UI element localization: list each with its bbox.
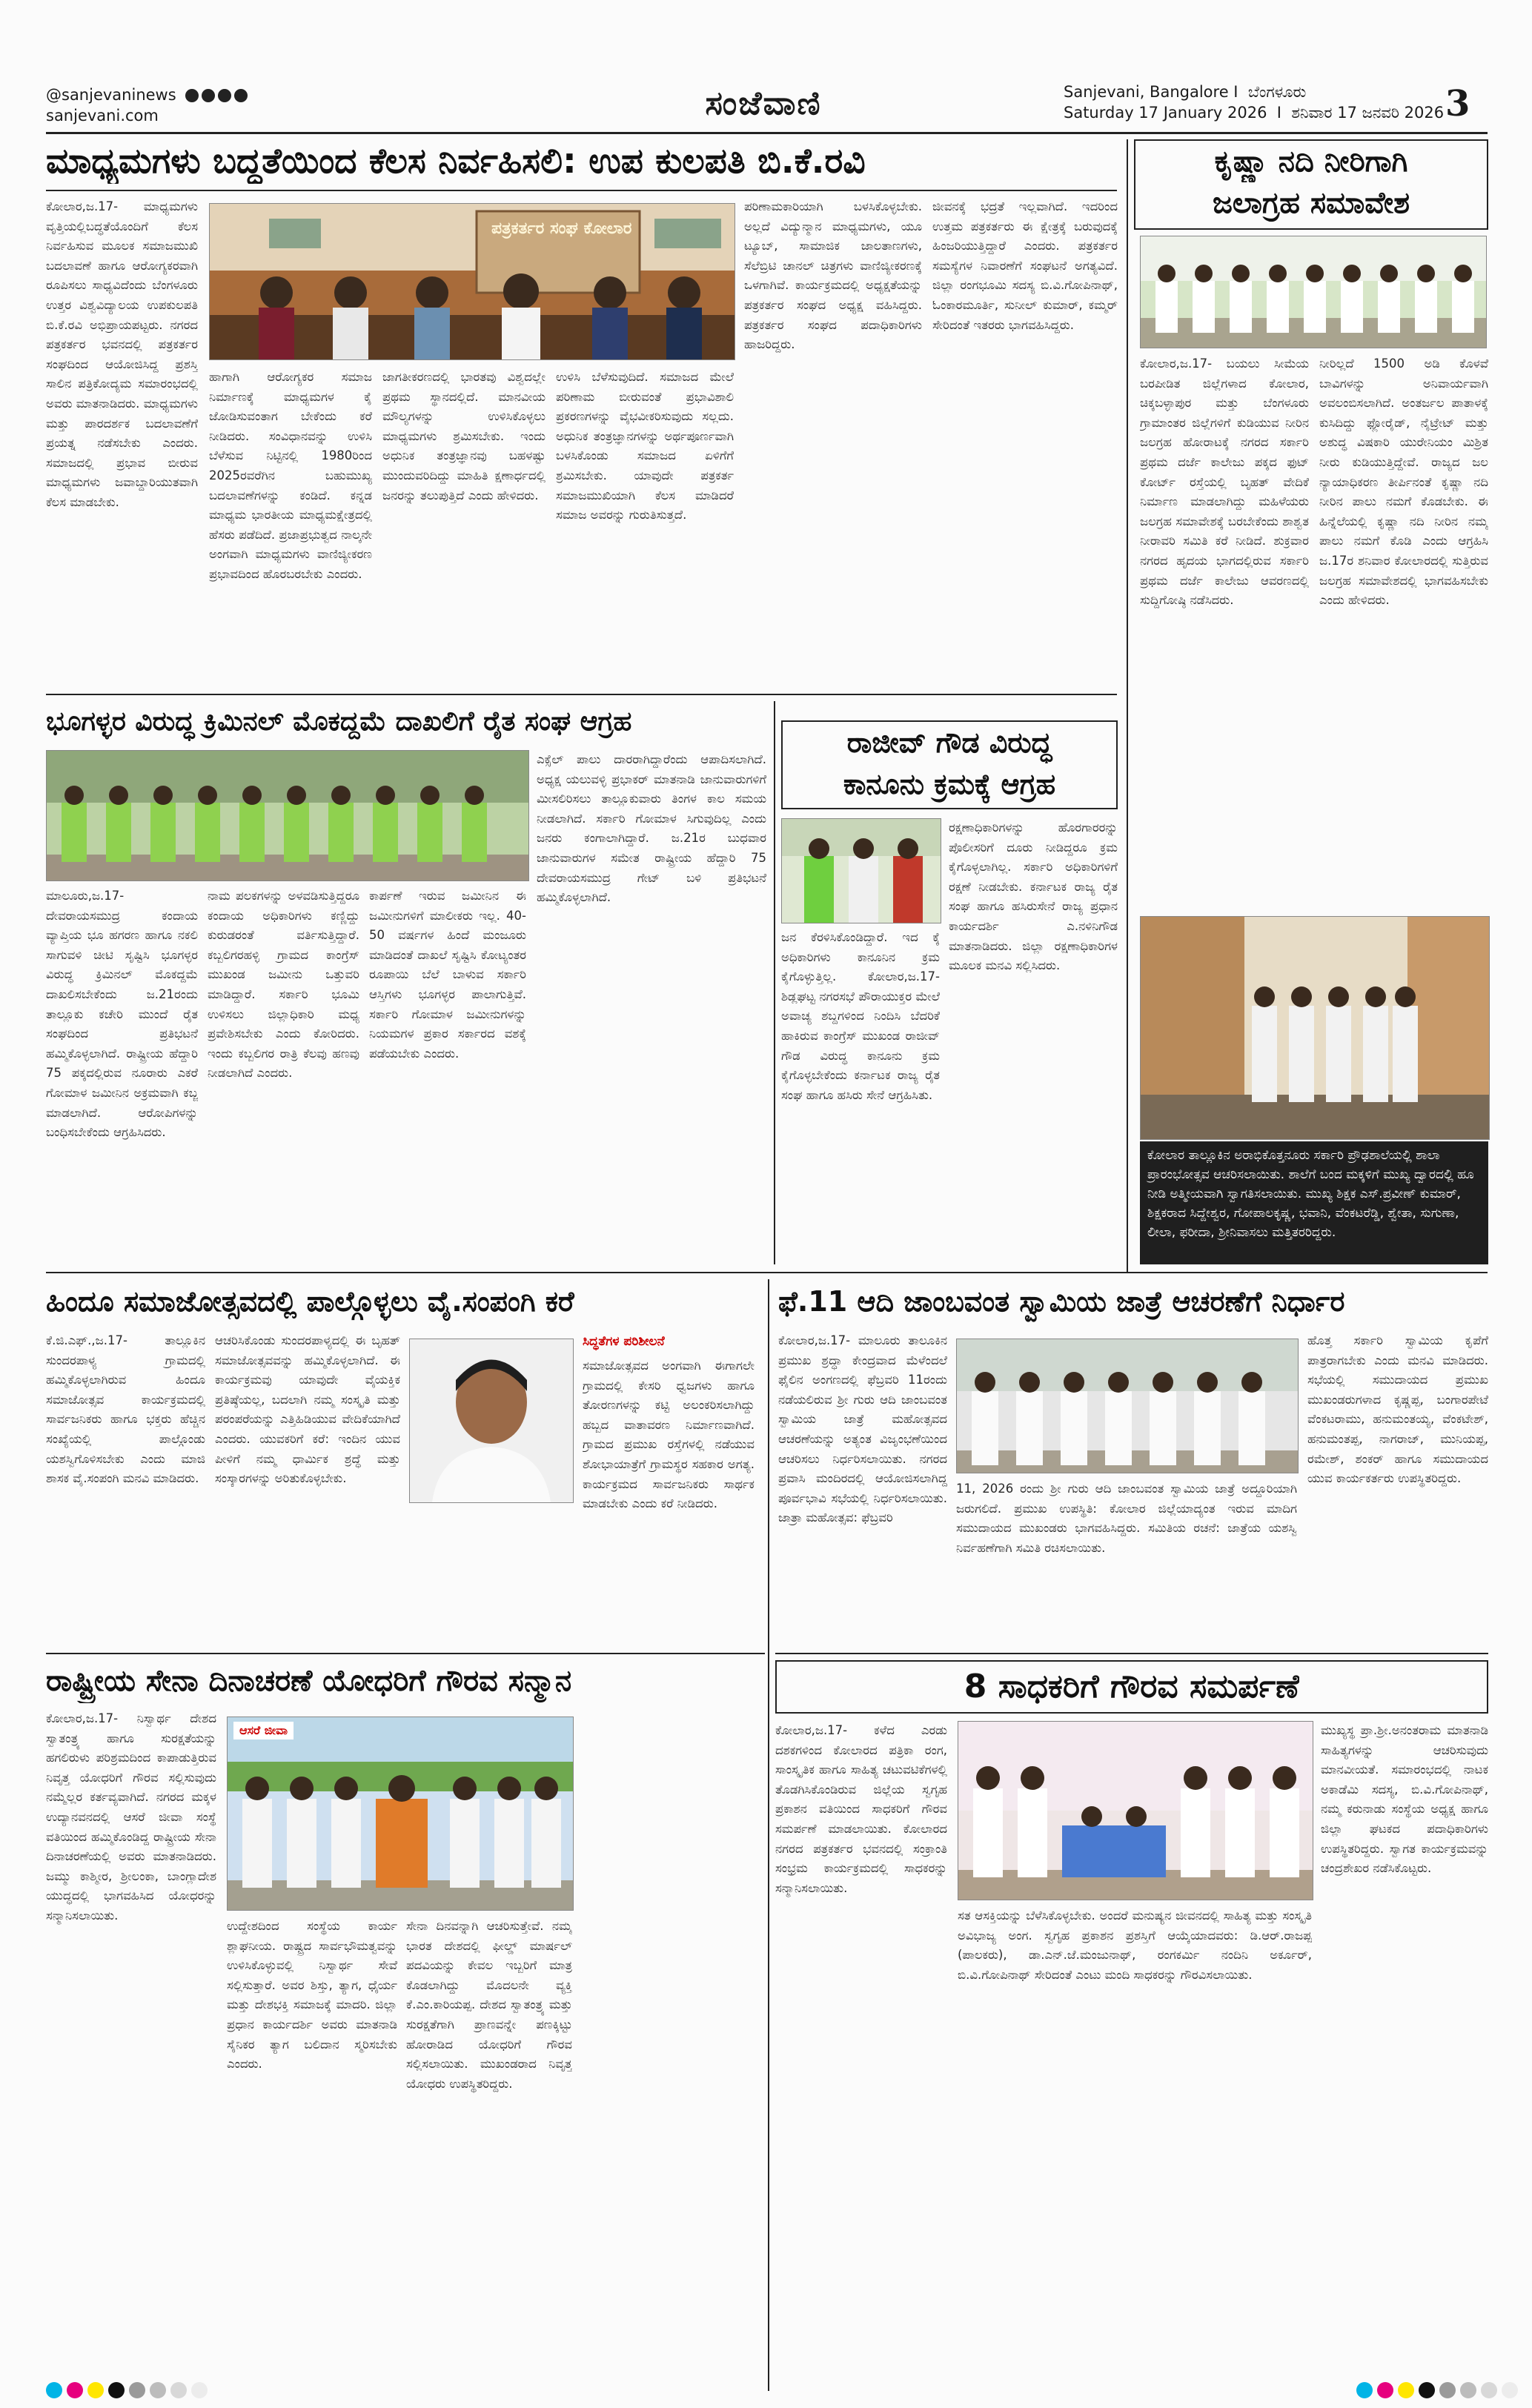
article-9-photo-art <box>958 1722 1313 1900</box>
article-6-col3: ಸಮಾಜೋತ್ಸವದ ಅಂಗವಾಗಿ ಈಗಾಗಲೇ ಗ್ರಾಮದಲ್ಲಿ ಕೇಸರಿ ಧ್ವಜಗಳು ಹಾಗೂ ತೋರಣಗಳನ್ನು ಕಟ್ಟಿ ಅಲಂಕರಿಸಲಾಗಿದ್ದು ಹಬ್ಬದ ವಾತಾವರಣ ನಿರ್ಮಾಣವಾಗಿದೆ. ಗ್ರಾಮದ ಪ್ರಮುಖ ರಸ್ತೆಗಳಲ್ಲಿ ನಡೆಯುವ ಶೋಭಾಯಾತ್ರೆಗೆ ಗ್ರಾಮಸ್ಥರ ಸಹಕಾರ ಅಗತ್ಯ. ಕಾರ್ಯಕ್ರಮದ ಸಾರ್ವಜನಿಕರು ಸಾರ್ಥಕ ಮಾಡಬೇಕು ಎಂದು ಕರೆ ನೀಡಿದರು. <box>583 1359 755 1511</box>
article-1-col5: ಪರಿಣಾಮಕಾರಿಯಾಗಿ ಬಳಸಿಕೊಳ್ಳಬೇಕು. ಅಲ್ಲದೆ ವಿದ್ಯುನ್ಮಾನ ಮಾಧ್ಯಮಗಳು, ಯೂ ಟ್ಯೂಬ್, ಸಾಮಾಜಿಕ ಜಾಲತಾಣಗಳು, ಸೆಲೆಬ್ರಿಟಿ ಚಾನಲ್ ಚಿತ್ರಗಳು ವಾಣಿಜ್ಯೀಕರಣಕ್ಕೆ ಒಳಗಾಗಿವೆ. ಕಾರ್ಯಕ್ರಮದಲ್ಲಿ ಅಧ್ಯಕ್ಷತೆಯನ್ನು ಪತ್ರಕರ್ತರ ಸಂಘದ ಅಧ್ಯಕ್ಷ ವಹಿಸಿದ್ದರು. ಪತ್ರಕರ್ತರ ಸಂಘದ ಪದಾಧಿಕಾರಿಗಳು ಹಾಜರಿದ್ದರು. <box>744 199 922 352</box>
social-handle: @sanjevaninews <box>46 86 176 104</box>
article-2-headline-line1: ಕೃಷ್ಣಾ ನದಿ ನೀರಿಗಾಗಿ <box>1214 145 1408 179</box>
article-3-headline: ಭೂಗಳ್ಳರ ವಿರುದ್ಧ ಕ್ರಿಮಿನಲ್ ಮೊಕದ್ದಮೆ ದಾಖಲಿಗೆ ರೈತ ಸಂಘ ಆಗ್ರಹ <box>46 706 632 737</box>
article-2-headline-box <box>1134 139 1488 230</box>
edition: Sanjevani, Bangalore I <box>1064 83 1238 101</box>
article-4-headline-box <box>781 720 1118 809</box>
article-4-photo-art <box>782 819 941 923</box>
article-8-col3-cont <box>583 1709 760 2384</box>
article-3-photo-art <box>47 751 528 880</box>
swatch-yellow <box>1398 2382 1414 2398</box>
article-2-photo <box>1140 236 1487 348</box>
article-8-headline: ರಾಷ್ಟ್ರೀಯ ಸೇನಾ ದಿನಾಚರಣೆ ಯೋಧರಿಗೆ ಗೌರವ ಸನ್ಮಾನ <box>46 1664 572 1698</box>
article-1-col3: ಜಾಗತೀಕರಣದಲ್ಲಿ ಭಾರತವು ವಿಶ್ವದಲ್ಲೇ ಪ್ರಥಮ ಸ್ಥಾನದಲ್ಲಿದೆ. ಮಾನವೀಯ ಮೌಲ್ಯಗಳನ್ನು ಉಳಿಸಿಕೊಳ್ಳಲು ಮಾಧ್ಯಮಗಳು ಶ್ರಮಿಸಬೇಕು. ಇಂದು ಅಧುನಿಕ ತಂತ್ರಜ್ಞಾನವು ಬಹಳಷ್ಟು ಮುಂದುವರಿದಿದ್ದು ಮಾಹಿತಿ ಕ್ಷಣಾರ್ಧದಲ್ಲಿ ಜನರನ್ನು ತಲುಪುತ್ತಿದೆ ಎಂದು ಹೇಳಿದರು. <box>382 370 546 503</box>
swatch-cyan <box>1356 2382 1373 2398</box>
twitter-icon <box>202 89 215 102</box>
article-6-headline: ಹಿಂದೂ ಸಮಾಜೋತ್ಸವದಲ್ಲಿ ಪಾಲ್ಗೊಳ್ಳಲು ವೈ.ಸಂಪಂಗಿ ಕರೆ <box>46 1285 574 1318</box>
article-3-col3: ಕಾರ್ಪಣೆ ಇರುವ ಜಮೀನಿನ ಈ ಜಮೀನುಗಳಿಗೆ ಮಾಲೀಕರು ಇಲ್ಲ. 40-50 ವರ್ಷಗಳ ಹಿಂದೆ ಮಂಜೂರು ಮಾಡಿದಂತೆ ದಾಖಲೆ ಸೃಷ್ಟಿಸಿ ಕೋಟ್ಯಂತರ ರೂಪಾಯಿ ಬೆಲೆ ಬಾಳುವ ಸರ್ಕಾರಿ ಆಸ್ತಿಗಳು ಭೂಗಳ್ಳರ ಪಾಲಾಗುತ್ತಿವೆ. ಸರ್ಕಾರಿ ಗೋಮಾಳ ಜಮೀನುಗಳನ್ನು ನಿಯಮಗಳ ಪ್ರಕಾರ ಸರ್ಕಾರದ ವಶಕ್ಕೆ ಪಡೆಯಬೇಕು ಎಂದರು. <box>369 889 526 1061</box>
article-4-col2: ರಕ್ಷಣಾಧಿಕಾರಿಗಳನ್ನು ಹೊರಗಾರರನ್ನು ಪೊಲೀಸರಿಗೆ ದೂರು ನೀಡಿದ್ದರೂ ಕ್ರಮ ಕೈಗೊಳ್ಳಲಾಗಿಲ್ಲ. ಸರ್ಕಾರಿ ಅಧಿಕಾರಿಗಳಿಗೆ ರಕ್ಷಣೆ ನೀಡಬೇಕು. ಕರ್ನಾಟಕ ರಾಜ್ಯ ರೈತ ಸಂಘ ಹಾಗೂ ಹಸಿರುಸೇನೆ ರಾಜ್ಯ ಪ್ರಧಾನ ಕಾರ್ಯದರ್ಶಿ ಎ.ನಳಿನಿಗೌಡ ಮಾತನಾಡಿದರು. ಜಿಲ್ಲಾ ರಕ್ಷಣಾಧಿಕಾರಿಗಳ ಮೂಲಕ ಮನವಿ ಸಲ್ಲಿಸಿದರು. <box>949 820 1118 973</box>
masthead-right: Sanjevani, Bangalore I ಬೆಂಗಳೂರು Saturday 17 January 2026 I ಶನಿವಾರ 17 ಜನವರಿ 2026 <box>1064 83 1445 122</box>
date-kn: ಶನಿವಾರ 17 ಜನವರಿ 2026 <box>1291 104 1445 122</box>
article-9-col1: ಕೋಲಾರ,ಜ.17- ಕಳೆದ ಎರಡು ದಶಕಗಳಿಂದ ಕೋಲಾರದ ಪತ್ರಿಕಾ ರಂಗ, ಸಾಂಸ್ಕೃತಿಕ ಹಾಗೂ ಸಾಹಿತ್ಯ ಚಟುವಟಿಕೆಗಳಲ್ಲಿ ತೊಡಗಿಸಿಕೊಂಡಿರುವ ಜಿಲ್ಲೆಯ ಸ್ವಗೃಹ ಪ್ರಕಾಶನ ವತಿಯಿಂದ ಸಾಧಕರಿಗೆ ಗೌರವ ಸಮರ್ಪಣೆ ಮಾಡಲಾಯಿತು. ಕೋಲಾರದ ನಗರದ ಪತ್ರಕರ್ತರ ಭವನದಲ್ಲಿ ಸಂಕ್ರಾಂತಿ ಸಂಭ್ರಮ ಕಾರ್ಯಕ್ರಮದಲ್ಲಿ ಸಾಧಕರನ್ನು ಸನ್ಮಾನಿಸಲಾಯಿತು. <box>775 1723 947 1895</box>
article-6-portrait-art <box>410 1339 573 1502</box>
facebook-icon <box>185 89 199 102</box>
article-9-headline: 8 ಸಾಧಕರಿಗೆ ಗೌರವ ಸಮರ್ಪಣೆ <box>964 1668 1300 1705</box>
swatch-grey-3 <box>170 2382 187 2398</box>
article-1-col6: ಜೀವನಕ್ಕೆ ಭದ್ರತೆ ಇಲ್ಲವಾಗಿದೆ. ಇದರಿಂದ ಉತ್ತಮ ಪತ್ರಕರ್ತರು ಈ ಕ್ಷೇತ್ರಕ್ಕೆ ಬರುವುದಕ್ಕೆ ಹಿಂಜರಿಯುತ್ತಿದ್ದಾರೆ ಎಂದರು. ಪತ್ರಕರ್ತರ ಸಮಸ್ಯೆಗಳ ನಿವಾರಣೆಗೆ ಸಂಘಟನೆ ಅಗತ್ಯವಿದೆ. ಜಿಲ್ಲಾ ರಂಗಭೂಮಿ ಸದಸ್ಯ ಬಿ.ವಿ.ಗೋಪಿನಾಥ್, ಓಂಕಾರಮೂರ್ತಿ, ಸುನೀಲ್ ಕುಮಾರ್, ಕಮ್ಮರ್ ಸೇರಿದಂತೆ ಇತರರು ಭಾಗವಹಿಸಿದ್ದರು. <box>932 199 1118 332</box>
swatch-magenta <box>67 2382 83 2398</box>
article-7-photo <box>956 1339 1299 1473</box>
date-en: Saturday 17 January 2026 <box>1064 104 1267 122</box>
city: ಬೆಂಗಳೂರು <box>1247 83 1307 101</box>
article-5-caption: ಕೋಲಾರ ತಾಲ್ಲೂಕಿನ ಅರಾಭಿಕೊತ್ತನೂರು ಸರ್ಕಾರಿ ಪ್ರೌಢಶಾಲೆಯಲ್ಲಿ ಶಾಲಾ ಪ್ರಾರಂಭೋತ್ಸವ ಆಚರಿಸಲಾಯಿತು. ಶಾಲೆಗೆ ಬಂದ ಮಕ್ಕಳಿಗೆ ಮುಖ್ಯ ದ್ವಾರದಲ್ಲಿ ಹೂ ನೀಡಿ ಅತ್ಮೀಯವಾಗಿ ಸ್ವಾಗತಿಸಲಾಯಿತು. ಮುಖ್ಯ ಶಿಕ್ಷಕ ಎಸ್.ಪ್ರವೀಣ್ ಕುಮಾರ್, ಶಿಕ್ಷಕರಾದ ಸಿದ್ದೇಶ್ವರ, ಗೋಪಾಲಕೃಷ್ಣ, ಭವಾನಿ, ವೆಂಕಟರೆಡ್ಡಿ, ಶ್ವೇತಾ, ಸುಗುಣಾ, ಲೀಲಾ, ಫರೀದಾ, ಶ್ರೀನಿವಾಸಲು ಮತ್ತಿತರರಿದ್ದರು. <box>1140 1141 1488 1264</box>
swatch-grey-4 <box>191 2382 208 2398</box>
swatch-magenta <box>1377 2382 1393 2398</box>
column-divider-2 <box>774 701 775 1264</box>
article-1-col1: ಕೋಲಾರ,ಜ.17- ಮಾಧ್ಯಮಗಳು ವೃತ್ತಿಯಲ್ಲಿಬದ್ಧತೆಯೊಂದಿಗೆ ಕೆಲಸ ನಿರ್ವಹಿಸುವ ಮೂಲಕ ಸಮಾಜಮುಖಿ ಬದಲಾವಣೆ ಹಾಗೂ ಆರೋಗ್ಯಕರವಾಗಿ ರೂಪಿಸಲು ಸಾಧ್ಯವಿದೆಂದು ಬೆಂಗಳೂರು ಉತ್ತರ ವಿಶ್ವವಿದ್ಯಾಲಯ ಉಪಕುಲಪತಿ ಬಿ.ಕೆ.ರವಿ ಅಭಿಪ್ರಾಯಪಟ್ಟರು. ನಗರದ ಪತ್ರಕರ್ತರ ಭವನದಲ್ಲಿ ಪತ್ರಕರ್ತರ ಸಂಘದಿಂದ ಆಯೋಜಿಸಿದ್ದ ಪ್ರಶಸ್ತಿ ಸಾಲಿನ ಪತ್ರಿಕೋದ್ಯಮ ಸಮಾರಂಭದಲ್ಲಿ ಅವರು ಮಾತನಾಡಿದರು. ಮಾಧ್ಯಮಗಳು ಮತ್ತು ಪಾರದರ್ಶಕ ಬದಲಾವಣೆಗೆ ಪ್ರಯತ್ನ ನಡೆಸಬೇಕು ಎಂದರು. ಸಮಾಜದಲ್ಲಿ ಪ್ರಭಾವ ಬೀರುವ ಮಾಧ್ಯಮಗಳು ಜವಾಬ್ದಾರಿಯುತವಾಗಿ ಕೆಲಸ ಮಾಡಬೇಕು. <box>46 199 198 509</box>
swatch-grey-2 <box>150 2382 166 2398</box>
swatch-grey-4 <box>1502 2382 1518 2398</box>
article-8-photo-banner: ಆಸರೆ ಜೀವಾ <box>233 1722 294 1739</box>
article-1-photo-banner: ಪತ್ರಕರ್ತರ ಸಂಘ ಕೋಲಾರ <box>491 219 632 238</box>
article-7-headline: ಫೆ.11 ಆದಿ ಜಾಂಬವಂತ ಸ್ವಾಮಿಯ ಜಾತ್ರೆ ಆಚರಣೆಗೆ ನಿರ್ಧಾರ <box>778 1285 1345 1318</box>
article-1-headline: ಮಾಧ್ಯಮಗಳು ಬದ್ಧತೆಯಿಂದ ಕೆಲಸ ನಿರ್ವಹಿಸಲಿ: ಉಪ ಕುಲಪತಿ ಬಿ.ಕೆ.ರವಿ <box>46 141 866 182</box>
article-9-rule <box>775 1653 1488 1654</box>
article-1-col4: ಉಳಿಸಿ ಬೆಳೆಸುವುದಿದೆ. ಸಮಾಜದ ಮೇಲೆ ಪರಿಣಾಮ ಬೀರುವಂತೆ ಪ್ರಭಾವಿಶಾಲಿ ಪ್ರಕರಣಗಳನ್ನು ವೈಭವೀಕರಿಸುವುದು ಸಲ್ಲದು. ಅಧುನಿಕ ತಂತ್ರಜ್ಞಾನಗಳನ್ನು ಅರ್ಥಪೂರ್ಣವಾಗಿ ಬಳಸಿಕೊಂಡು ಸಮಾಜದ ಏಳಿಗೆಗೆ ಶ್ರಮಿಸಬೇಕು. ಯಾವುದೇ ಪತ್ರಕರ್ತ ಸಮಾಜಮುಖಿಯಾಗಿ ಕೆಲಸ ಮಾಡಿದರೆ ಸಮಾಜ ಅವರನ್ನು ಗುರುತಿಸುತ್ತದೆ. <box>556 370 734 523</box>
swatch-cyan <box>46 2382 62 2398</box>
page-number: 3 <box>1445 83 1470 125</box>
article-5-photo-art <box>1141 917 1489 1139</box>
article-4-headline-line2: ಕಾನೂನು ಕ್ರಮಕ್ಕೆ ಆಗ್ರಹ <box>843 768 1056 800</box>
article-1-col2: ಹಾಗಾಗಿ ಆರೋಗ್ಯಕರ ಸಮಾಜ ನಿರ್ಮಾಣಕ್ಕೆ ಮಾಧ್ಯಮಗಳ ಕೈ ಜೋಡಿಸುವಂತಾಗ ಬೇಕೆಂದು ಕರೆ ನೀಡಿದರು. ಸಂವಿಧಾನವನ್ನು ಉಳಿಸಿ ಬೆಳೆಸುವ ನಿಟ್ಟಿನಲ್ಲಿ 1980ರಿಂದ 2025ರವರೆಗಿನ ಬಹುಮುಖ್ಯ ಬದಲಾವಣೆಗಳನ್ನು ಕಂಡಿದೆ. ಕನ್ನಡ ಮಾಧ್ಯಮ ಭಾರತೀಯ ಮಾಧ್ಯಮಕ್ಷೇತ್ರದಲ್ಲಿ ಹೆಸರು ಪಡೆದಿದೆ. ಪ್ರಜಾಪ್ರಭುತ್ವದ ನಾಲ್ಕನೇ ಅಂಗವಾಗಿ ಮಾಧ್ಯಮಗಳು ವಾಣಿಜ್ಯೀಕರಣ ಪ್ರಭಾವದಿಂದ ಹೊರಬರಬೇಕು ಎಂದರು. <box>209 370 372 581</box>
article-3-rule <box>46 694 1117 695</box>
article-6-col2: ಆಚರಿಸಿಕೊಂಡು ಸುಂದರಪಾಳ್ಯದಲ್ಲಿ ಈ ಬೃಹತ್ ಸಮಾಜೋತ್ಸವವನ್ನು ಹಮ್ಮಿಕೊಳ್ಳಲಾಗಿದೆ. ಈ ಕಾರ್ಯಕ್ರಮವು ಯಾವುದೇ ವೈಯಕ್ತಿಕ ಪ್ರತಿಷ್ಠೆಯಲ್ಲ, ಬದಲಾಗಿ ನಮ್ಮ ಸಂಸ್ಕೃತಿ ಮತ್ತು ಪರಂಪರೆಯನ್ನು ಎತ್ತಿಹಿಡಿಯುವ ವೇದಿಕೆಯಾಗಿದೆ ಎಂದರು. ಯುವಕರಿಗೆ ಕರೆ: ಇಂದಿನ ಯುವ ಪೀಳಿಗೆ ನಮ್ಮ ಧಾರ್ಮಿಕ ಶ್ರದ್ಧೆ ಮತ್ತು ಸಂಸ್ಕಾರಗಳನ್ನು ಅರಿತುಕೊಳ್ಳಬೇಕು. <box>215 1333 400 1486</box>
article-6-tag: ಸಿದ್ಧತೆಗಳ ಪರಿಶೀಲನೆ <box>583 1334 665 1349</box>
article-6-col1: ಕೆ.ಜಿ.ಎಫ್.,ಜ.17- ತಾಲ್ಲೂಕಿನ ಸುಂದರಪಾಳ್ಯ ಗ್ರಾಮದಲ್ಲಿ ಹಮ್ಮಿಕೊಳ್ಳಲಾಗಿರುವ ಹಿಂದೂ ಸಮಾಜೋತ್ಸವ ಕಾರ್ಯಕ್ರಮದಲ್ಲಿ ಸಾರ್ವಜನಿಕರು ಹಾಗೂ ಭಕ್ತರು ಹೆಚ್ಚಿನ ಸಂಖ್ಯೆಯಲ್ಲಿ ಪಾಲ್ಗೊಂಡು ಯಶಸ್ವಿಗೊಳಿಸಬೇಕು ಎಂದು ಮಾಜಿ ಶಾಸಕ ವೈ.ಸಂಪಂಗಿ ಮನವಿ ಮಾಡಿದರು. <box>46 1333 205 1486</box>
color-swatches-left <box>46 2382 212 2398</box>
article-7-col1: ಕೋಲಾರ,ಜ.17- ಮಾಲೂರು ತಾಲೂಕಿನ ಪ್ರಮುಖ ಶ್ರದ್ಧಾ ಕೇಂದ್ರವಾದ ಮೆಳೆಂದಲೆ ಫೈಲಿನ ಅಂಗಣದಲ್ಲಿ ಫೆಬ್ರವರಿ 11ರಂದು ನಡೆಯಲಿರುವ ಶ್ರೀ ಗುರು ಆದಿ ಜಾಂಬವಂತ ಸ್ವಾಮಿಯ ಜಾತ್ರೆ ಮಹೋತ್ಸವದ ಆಚರಣೆಯನ್ನು ಅತ್ಯಂತ ವಿಜೃಂಭಣೆಯಿಂದ ಆಚರಿಸಲು ನಿರ್ಧರಿಸಲಾಯಿತು. ನಗರದ ಪ್ರವಾಸಿ ಮಂದಿರದಲ್ಲಿ ಆಯೋಜಿಸಲಾಗಿದ್ದ ಪೂರ್ವಭಾವಿ ಸಭೆಯಲ್ಲಿ ನಿರ್ಧರಿಸಲಾಯಿತು. ಜಾತ್ರಾ ಮಹೋತ್ಸವ: ಫೆಬ್ರವರಿ <box>778 1333 947 1525</box>
swatch-grey-3 <box>1481 2382 1497 2398</box>
article-7-col3: ಹೊತ್ತ ಸರ್ಕಾರಿ ಸ್ವಾಮಿಯ ಕೃಪೆಗೆ ಪಾತ್ರರಾಗಬೇಕು ಎಂದು ಮನವಿ ಮಾಡಿದರು. ಸಭೆಯಲ್ಲಿ ಸಮುದಾಯದ ಪ್ರಮುಖ ಮುಖಂಡರುಗಳಾದ ಕೃಷ್ಣಪ್ಪ, ಬಂಗಾರಪೇಟೆ ವೆಂಕಟರಾಮು, ಹನುಮಂತಯ್ಯ, ವೆಂಕಟೇಶ್, ಹನುಮಂತಪ್ಪ, ನಾಗರಾಜ್, ಮುನಿಯಪ್ಪ, ರಮೇಶ್, ಶಂಕರ್ ಹಾಗೂ ಸಮುದಾಯದ ಯುವ ಕಾರ್ಯಕರ್ತರು ಉಪಸ್ಥಿತರಿದ್ದರು. <box>1307 1333 1488 1486</box>
column-divider-3 <box>768 1279 769 2391</box>
masthead-left <box>46 84 248 126</box>
article-9-col2: ಸತ ಆಸಕ್ತಿಯನ್ನು ಬೆಳೆಸಿಕೊಳ್ಳಬೇಕು. ಅಂದರೆ ಮನುಷ್ಯನ ಜೀವನದಲ್ಲಿ ಸಾಹಿತ್ಯ ಮತ್ತು ಸಂಸ್ಕೃತಿ ಅವಿಭಾಜ್ಯ ಅಂಗ. ಸ್ವಗೃಹ ಪ್ರಕಾಶನ ಪ್ರಶಸ್ತಿಗೆ ಆಯ್ಕೆಯಾದವರು: ಡಿ.ಆರ್.ರಾಜಪ್ಪ (ಪಾಲಕರು), ಡಾ.ಎನ್.ಜೆ.ಮಂಜುನಾಥ್, ರಂಗಕರ್ಮಿ ನಂದಿನಿ ಅರ್ಕೂರ್, ಬಿ.ವಿ.ಗೋಪಿನಾಥ್ ಸೇರಿದಂತೆ ಎಂಟು ಮಂದಿ ಸಾಧಕರನ್ನು ಗೌರವಿಸಲಾಯಿತು. <box>958 1908 1312 1982</box>
article-9-headline-box <box>775 1660 1488 1714</box>
article-6-photo <box>409 1339 574 1503</box>
article-2-photo-art <box>1141 236 1486 348</box>
swatch-black <box>1419 2382 1435 2398</box>
article-3-col1: ಮಾಲೂರು,ಜ.17- ದೇವರಾಯಸಮುದ್ರ ಕಂದಾಯ ವ್ಯಾಪ್ತಿಯ ಭೂ ಹಗರಣ ಹಾಗೂ ನಕಲಿ ಸಾಗುವಳಿ ಚೀಟಿ ಸೃಷ್ಟಿಸಿ ಭೂಗಳ್ಳರ ವಿರುದ್ಧ ಕ್ರಿಮಿನಲ್ ಮೊಕದ್ದಮೆ ದಾಖಲಿಸಬೇಕೆಂದು ಜ.21ರಂದು ತಾಲ್ಲೂಕು ಕಚೇರಿ ಮುಂದೆ ರೈತ ಸಂಘದಿಂದ ಪ್ರತಿಭಟನೆ ಹಮ್ಮಿಕೊಳ್ಳಲಾಗಿದೆ. ರಾಷ್ಟ್ರೀಯ ಹೆದ್ದಾರಿ 75 ಪಕ್ಕದಲ್ಲಿರುವ ನೂರಾರು ಎಕರೆ ಗೋಮಾಳ ಜಮೀನಿನ ಅಕ್ರಮವಾಗಿ ಕಬ್ಜ ಮಾಡಲಾಗಿದೆ. ಆರೋಪಿಗಳನ್ನು ಬಂಧಿಸಬೇಕೆಂದು ಆಗ್ರಹಿಸಿದರು. <box>46 889 198 1140</box>
masthead-rule <box>46 132 1488 134</box>
article-7-photo-art <box>957 1339 1298 1473</box>
article-8-photo-art <box>228 1717 573 1910</box>
article-3-photo <box>46 750 529 881</box>
newspaper-logo <box>652 77 875 129</box>
article-2-headline-line2: ಜಲಾಗ್ರಹ ಸಮಾವೇಶ <box>1212 186 1410 220</box>
article-8-col3: ಸೇನಾ ದಿನವನ್ನಾಗಿ ಆಚರಿಸುತ್ತೇವೆ. ನಮ್ಮ ಭಾರತ ದೇಶದಲ್ಲಿ ಫೀಲ್ಡ್ ಮಾರ್ಷಲ್ ಪದವಿಯನ್ನು ಕೇವಲ ಇಬ್ಬರಿಗೆ ಮಾತ್ರ ಕೊಡಲಾಗಿದ್ದು ಮೊದಲನೇ ವ್ಯಕ್ತಿ ಕೆ.ಎಂ.ಕಾರಿಯಪ್ಪ. ದೇಶದ ಸ್ವಾತಂತ್ರ್ಯ ಮತ್ತು ಸುರಕ್ಷತೆಗಾಗಿ ಪ್ರಾಣವನ್ನೇ ಪಣಕ್ಕಿಟ್ಟು ಹೋರಾಡಿದ ಯೋಧರಿಗೆ ಗೌರವ ಸಲ್ಲಿಸಲಾಯಿತು. ಮುಖಂಡರಾದ ನಿವೃತ್ತ ಯೋಧರು ಉಪಸ್ಥಿತರಿದ್ದರು. <box>406 1919 572 2091</box>
column-divider-1 <box>1127 139 1128 1273</box>
article-8-col2: ಉದ್ದೇಶದಿಂದ ಸಂಸ್ಥೆಯ ಕಾರ್ಯ ಶ್ಲಾಘನೀಯ. ರಾಷ್ಟ್ರದ ಸಾರ್ವಭೌಮತ್ವವನ್ನು ಉಳಿಸಿಕೊಳ್ಳುವಲ್ಲಿ ನಿಸ್ವಾರ್ಥ ಸೇವೆ ಸಲ್ಲಿಸುತ್ತಾರೆ. ಅವರ ಶಿಸ್ತು, ತ್ಯಾಗ, ಧೈರ್ಯ ಮತ್ತು ದೇಶಭಕ್ತಿ ಸಮಾಜಕ್ಕೆ ಮಾದರಿ. ಜಿಲ್ಲಾ ಪ್ರಧಾನ ಕಾರ್ಯದರ್ಶಿ ಅವರು ಮಾತನಾಡಿ ಸೈನಿಕರ ತ್ಯಾಗ ಬಲಿದಾನ ಸ್ಮರಿಸಬೇಕು ಎಂದರು. <box>227 1919 397 2072</box>
article-4-headline-line1: ರಾಜೀವ್ ಗೌಡ ವಿರುದ್ಧ <box>846 726 1052 759</box>
swatch-black <box>108 2382 125 2398</box>
article-8-col1: ಕೋಲಾರ,ಜ.17- ನಿಸ್ವಾರ್ಥ ದೇಶದ ಸ್ವಾತಂತ್ರ್ಯ ಹಾಗೂ ಸುರಕ್ಷತೆಯನ್ನು ಹಗಲಿರುಳು ಪರಿಶ್ರಮದಿಂದ ಕಾಪಾಡುತ್ತಿರುವ ನಿವೃತ್ತ ಯೋಧರಿಗೆ ಗೌರವ ಸಲ್ಲಿಸುವುದು ನಮ್ಮೆಲ್ಲರ ಕರ್ತವ್ಯವಾಗಿದೆ. ನಗರದ ಮಕ್ಕಳ ಉದ್ಯಾನವನದಲ್ಲಿ ಆಸರೆ ಜೀವಾ ಸಂಸ್ಥೆ ವತಿಯಿಂದ ಹಮ್ಮಿಕೊಂಡಿದ್ದ ರಾಷ್ಟ್ರೀಯ ಸೇನಾ ದಿನಾಚರಣೆಯಲ್ಲಿ ಅವರು ಮಾತನಾಡಿದರು. ಜಮ್ಮು ಕಾಶ್ಮೀರ, ಶ್ರೀಲಂಕಾ, ಬಾಂಗ್ಲಾದೇಶ ಯುದ್ಧದಲ್ಲಿ ಭಾಗವಹಿಸಿದ ಯೋಧರನ್ನು ಸನ್ಮಾನಿಸಲಾಯಿತು. <box>46 1711 216 1923</box>
article-9-photo <box>958 1721 1313 1900</box>
article-2-col2: ನೀರಿಲ್ಲದೆ 1500 ಅಡಿ ಕೊಳವೆ ಬಾವಿಗಳನ್ನು ಅನಿವಾರ್ಯವಾಗಿ ಅವಲಂಬಿಸಲಾಗಿದೆ. ಅಂತರ್ಜಲ ಪಾತಾಳಕ್ಕೆ ಕುಸಿದಿದ್ದು ಫ್ಲೋರೈಡ್, ನೈಟ್ರೇಟ್ ಮತ್ತು ಅಶುದ್ಧ ವಿಷಕಾರಿ ಯುರೇನಿಯಂ ಮಿಶ್ರಿತ ನೀರು ಕುಡಿಯುತ್ತಿದ್ದೇವೆ. ರಾಜ್ಯದ ಜಲ ನ್ಯಾಯಾಧಿಕರಣ ತೀರ್ಪಿನಂತೆ ಕೃಷ್ಣಾ ನದಿ ನೀರಿನ ಪಾಲು ನಮಗೆ ಕೊಡಬೇಕು. ಈ ಹಿನ್ನೆಲೆಯಲ್ಲಿ ಕೃಷ್ಣಾ ನದಿ ನೀರಿನ ನಮ್ಮ ಪಾಲು ನಮಗೆ ಕೊಡಿ ಎಂದು ಆಗ್ರಹಿಸಿ ಜ.17ರ ಶನಿವಾರ ಕೋಲಾರದಲ್ಲಿ ಸುತ್ತಿರುವ ಜಲಗ್ರಹ ಸಮಾವೇಶದಲ್ಲಿ ಭಾಗವಹಿಸಬೇಕು ಎಂದು ಹೇಳಿದರು. <box>1319 356 1488 608</box>
article-6-rule <box>46 1272 1488 1273</box>
swatch-yellow <box>87 2382 104 2398</box>
swatch-grey-1 <box>129 2382 145 2398</box>
article-3-col4: ಎಕ್ಸೆಲ್ ಪಾಲು ದಾರರಾಗಿದ್ದಾರೆಂದು ಆಪಾದಿಸಲಾಗಿದೆ. ಅಧ್ಯಕ್ಷ ಯಲುವಳ್ಳಿ ಪ್ರಭಾಕರ್ ಮಾತನಾಡಿ ಜಾನುವಾರುಗಳಿಗೆ ಮೀಸಲಿರಿಸಲು ತಾಲ್ಲೂಕುವಾರು ತಿಂಗಳ ಕಾಲ ಸಮಯ ನೀಡಲಾಗಿದೆ. ಸರ್ಕಾರಿ ಗೋಮಾಳ ಸಿಗುವುದಿಲ್ಲ ಎಂದು ಜನರು ಕಂಗಾಲಾಗಿದ್ದಾರೆ. ಜ.21ರ ಬುಧವಾರ ಜಾನುವಾರುಗಳ ಸಮೇತ ರಾಷ್ಟ್ರೀಯ ಹೆದ್ದಾರಿ 75 ದೇವರಾಯಸಮುದ್ರ ಗೇಟ್ ಬಳಿ ಪ್ರತಿಭಟನೆ ಹಮ್ಮಿಕೊಳ್ಳಲಾಗಿದೆ. <box>537 752 766 905</box>
website-link[interactable]: sanjevani.com <box>46 107 159 125</box>
article-1-photo-art <box>210 204 735 359</box>
article-2-col1: ಕೋಲಾರ,ಜ.17- ಬಯಲು ಸೀಮೆಯ ಬರಪೀಡಿತ ಜಿಲ್ಲೆಗಳಾದ ಕೋಲಾರ, ಚಿಕ್ಕಬಳ್ಳಾಪುರ ಮತ್ತು ಬೆಂಗಳೂರು ಗ್ರಾಮಾಂತರ ಜಿಲ್ಲೆಗಳಿಗೆ ಕುಡಿಯುವ ನೀರಿನ ಜಲಗ್ರಹ ಹೋರಾಟಕ್ಕೆ ನಗರದ ಸರ್ಕಾರಿ ಪ್ರಥಮ ದರ್ಜೆ ಕಾಲೇಜು ಪಕ್ಕದ ಫುಟ್ ಕೋರ್ಟ್ ರಸ್ತೆಯಲ್ಲಿ ಬೃಹತ್ ವೇದಿಕೆ ನಿರ್ಮಾಣ ಮಾಡಲಾಗಿದ್ದು ಮಹಿಳೆಯರು ಜಲಗ್ರಹ ಸಮಾವೇಶಕ್ಕೆ ಬರಬೇಕೆಂದು ಶಾಶ್ವತ ನೀರಾವರಿ ಸಮಿತಿ ಕರೆ ನೀಡಿದೆ. ಶುಕ್ರವಾರ ನಗರದ ಹೃದಯ ಭಾಗದಲ್ಲಿರುವ ಸರ್ಕಾರಿ ಪ್ರಥಮ ದರ್ಜೆ ಕಾಲೇಜು ಆವರಣದಲ್ಲಿ ಸುದ್ದಿಗೋಷ್ಠಿ ನಡೆಸಿದರು. <box>1140 356 1309 608</box>
article-1-rule <box>46 190 1117 191</box>
article-3-col2: ನಾಮ ಪಲಕಗಳನ್ನು ಅಳವಡಿಸುತ್ತಿದ್ದರೂ ಕಂದಾಯ ಅಧಿಕಾರಿಗಳು ಕಣ್ಣಿದ್ದು ಕುರುಡರಂತೆ ವರ್ತಿಸುತ್ತಿದ್ದಾರೆ. ಕಬ್ಬಲಿಗರಹಳ್ಳಿ ಗ್ರಾಮದ ಕಾಂಗ್ರೆಸ್ ಮುಖಂಡ ಜಮೀನು ಒತ್ತುವರಿ ಮಾಡಿದ್ದಾರೆ. ಸರ್ಕಾರಿ ಭೂಮಿ ಉಳಿಸಲು ಜಿಲ್ಲಾಧಿಕಾರಿ ಮಧ್ಯ ಪ್ರವೇಶಿಸಬೇಕು ಎಂದು ಕೋರಿದರು. ಇಂದು ಕಬ್ಬಲಿಗರ ರಾತ್ರಿ ಕೆಲವು ಹಣವು ನೀಡಲಾಗಿದೆ ಎಂದರು. <box>208 889 359 1081</box>
article-4-photo <box>781 818 941 923</box>
youtube-icon <box>234 89 248 102</box>
color-swatches-right <box>1356 2382 1522 2398</box>
article-8-rule <box>46 1653 765 1654</box>
article-8-photo <box>227 1717 574 1911</box>
article-5-photo <box>1140 916 1490 1140</box>
article-1-photo <box>209 203 735 360</box>
article-7-col2: 11, 2026 ರಂದು ಶ್ರೀ ಗುರು ಆದಿ ಜಾಂಬವಂತ ಸ್ವಾಮಿಯ ಜಾತ್ರೆ ಅದ್ದೂರಿಯಾಗಿ ಜರುಗಲಿದೆ. ಪ್ರಮುಖ ಉಪಸ್ಥಿತಿ: ಕೋಲಾರ ಜಿಲ್ಲೆಯಾದ್ಯಂತ ಇರುವ ಮಾದಿಗ ಸಮುದಾಯದ ಮುಖಂಡರು ಭಾಗವಹಿಸಿದ್ದರು. ಸಮಿತಿಯ ರಚನೆ: ಜಾತ್ರೆಯ ಯಶಸ್ವಿ ನಿರ್ವಹಣೆಗಾಗಿ ಸಮಿತಿ ರಚಿಸಲಾಯಿತು. <box>956 1482 1297 1555</box>
logo-text: ಸಂಜೆವಾಣಿ <box>705 84 822 122</box>
article-9-col3: ಮುಖ್ಯಸ್ಥ ಪ್ರಾ.ಶ್ರೀ.ಅನಂತರಾಮ ಮಾತನಾಡಿ ಸಾಹಿತ್ಯಗಳನ್ನು ಆಚರಿಸುವುದು ಮಾನವೀಯತೆ. ಸಮಾರಂಭದಲ್ಲಿ ನಾಟಕ ಅಕಾಡೆಮಿ ಸದಸ್ಯ, ಬಿ.ವಿ.ಗೋಪಿನಾಥ್, ನಮ್ಮ ಕರುನಾಡು ಸಂಸ್ಥೆಯ ಅಧ್ಯಕ್ಷ ಹಾಗೂ ಜಿಲ್ಲಾ ಘಟಕದ ಪದಾಧಿಕಾರಿಗಳು ಉಪಸ್ಥಿತರಿದ್ದರು. ಸ್ವಾಗತ ಕಾರ್ಯಕ್ರಮವನ್ನು ಚಂದ್ರಶೇಖರ ನಡೆಸಿಕೊಟ್ಟರು. <box>1321 1723 1488 1876</box>
swatch-grey-2 <box>1460 2382 1476 2398</box>
instagram-icon <box>218 89 231 102</box>
swatch-grey-1 <box>1439 2382 1456 2398</box>
article-4-col1: ಜನ ಕೆರಳಿಸಿಕೊಂಡಿದ್ದಾರೆ. ಇದ ಕ್ಕೆ ಅಧಿಕಾರಿಗಳು ಕಾನೂನಿನ ಕ್ರಮ ಕೈಗೊಳ್ಳುತ್ತಿಲ್ಲ. ಕೋಲಾರ,ಜ.17- ಶಿಡ್ಲಘಟ್ಟ ನಗರಸಭೆ ಪೌರಾಯುಕ್ತರ ಮೇಲೆ ಅವಾಚ್ಯ ಶಬ್ದಗಳಿಂದ ನಿಂದಿಸಿ ಬೆದರಿಕೆ ಹಾಕಿರುವ ಕಾಂಗ್ರೆಸ್ ಮುಖಂಡ ರಾಜೀವ್ ಗೌಡ ವಿರುದ್ಧ ಕಾನೂನು ಕ್ರಮ ಕೈಗೊಳ್ಳಬೇಕೆಂದು ಕರ್ನಾಟಕ ರಾಜ್ಯ ರೈತ ಸಂಘ ಹಾಗೂ ಹಸಿರು ಸೇನೆ ಆಗ್ರಹಿಸಿತು. <box>781 930 940 1102</box>
social-icons <box>185 89 248 102</box>
